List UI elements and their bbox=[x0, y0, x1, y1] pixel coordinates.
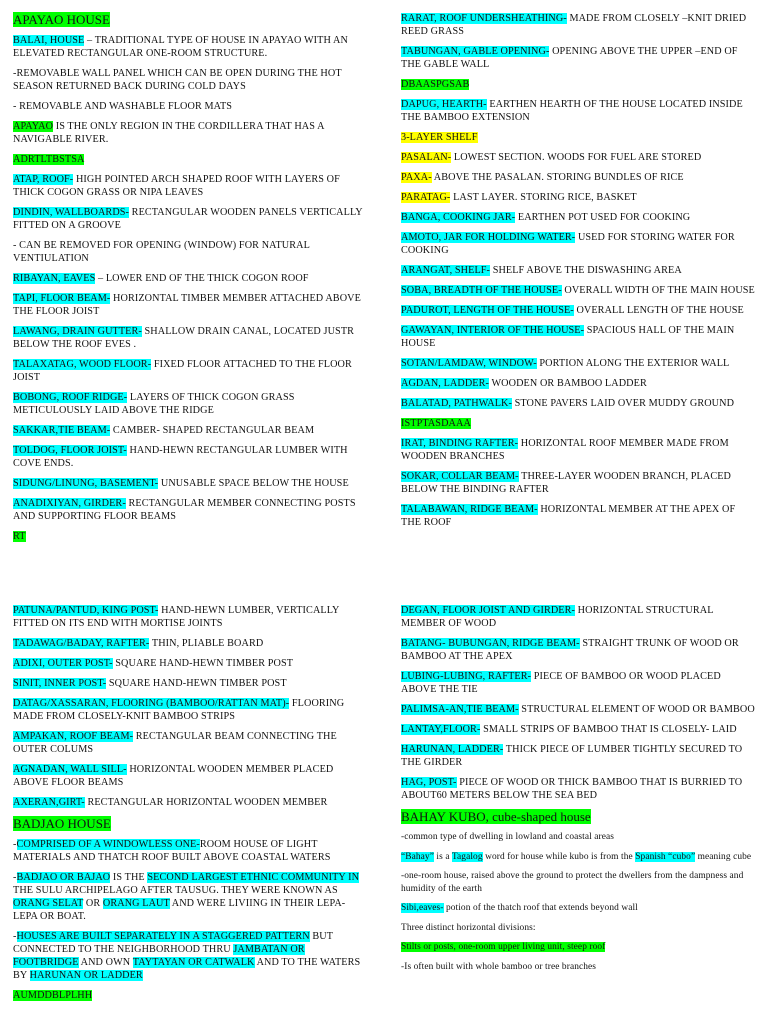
highlighted-term: AGDAN, LADDER- bbox=[401, 378, 489, 389]
text-paragraph bbox=[401, 831, 756, 844]
text-paragraph bbox=[13, 838, 368, 864]
text-segment: ABOVE THE PASALAN. STORING BUNDLES OF RICE bbox=[431, 172, 684, 183]
text-paragraph bbox=[13, 120, 368, 146]
text-segment: OVERALL WIDTH OF THE MAIN HOUSE bbox=[561, 285, 755, 296]
highlighted-term: Stilts or posts, one-room upper living unit, steep roof bbox=[401, 942, 606, 952]
text-paragraph bbox=[401, 743, 756, 769]
highlighted-term: BAHAY KUBO, cube-shaped house bbox=[401, 809, 591, 824]
text-paragraph bbox=[401, 703, 756, 716]
highlighted-term: AXERAN,GIRT- bbox=[13, 797, 85, 808]
text-segment: SHELF ABOVE THE DISWASHING AREA bbox=[490, 265, 682, 276]
highlighted-term: BALATAD, PATHWALK- bbox=[401, 398, 512, 409]
text-paragraph bbox=[13, 796, 368, 809]
highlighted-term: ARANGAT, SHELF- bbox=[401, 265, 491, 276]
highlighted-term: JAMBATAN OR FOOTBRIDGE bbox=[13, 944, 305, 968]
text-segment: – LOWER END OF THE THICK COGON ROOF bbox=[95, 273, 309, 284]
text-segment: HORIZONTAL MEMBER AT THE APEX OF THE ROOF bbox=[401, 504, 736, 528]
highlighted-term: DBAASPGSAB bbox=[401, 79, 470, 90]
text-segment: AND TO THE WATERS BY bbox=[13, 957, 361, 981]
highlighted-term: ADIXI, OUTER POST- bbox=[13, 658, 113, 669]
text-segment: USED FOR STORING WATER FOR COOKING bbox=[401, 232, 735, 256]
text-paragraph bbox=[401, 324, 756, 350]
text-segment: Three distinct horizontal divisions: bbox=[401, 922, 536, 933]
text-paragraph bbox=[401, 604, 756, 630]
text-paragraph bbox=[13, 657, 368, 670]
highlighted-term: SAKKAR,TIE BEAM- bbox=[13, 425, 111, 436]
highlighted-term: TAYTAYAN OR CATWALK bbox=[132, 957, 255, 968]
text-segment: EARTHEN POT USED FOR COOKING bbox=[515, 212, 691, 223]
text-segment: CAMBER- SHAPED RECTANGULAR BEAM bbox=[110, 425, 315, 436]
text-segment: BUT CONNECTED TO THE NEIGHBORHOOD THRU bbox=[13, 931, 333, 955]
text-segment: SMALL STRIPS OF BAMBOO THAT IS CLOSELY- LAID bbox=[480, 724, 737, 735]
highlighted-term: TAPI, FLOOR BEAM- bbox=[13, 293, 111, 304]
highlighted-term: IRAT, BINDING RAFTER- bbox=[401, 438, 519, 449]
text-paragraph bbox=[401, 637, 756, 663]
text-segment: THICK PIECE OF LUMBER TIGHTLY SECURED TO THE GIRDER bbox=[401, 744, 743, 768]
text-segment: HORIZONTAL STRUCTURAL MEMBER OF WOOD bbox=[401, 605, 714, 629]
text-paragraph bbox=[401, 304, 756, 317]
highlighted-term: TABUNGAN, GABLE OPENING- bbox=[401, 46, 550, 57]
section-heading bbox=[401, 809, 756, 825]
text-paragraph bbox=[401, 98, 756, 124]
text-segment: WOODEN OR BAMBOO LADDER bbox=[488, 378, 647, 389]
text-segment: OR bbox=[83, 898, 103, 909]
highlighted-term: APAYAO bbox=[13, 121, 54, 132]
text-segment: word for house while kubo is from the bbox=[482, 851, 636, 862]
text-segment: PORTION ALONG THE EXTERIOR WALL bbox=[536, 358, 730, 369]
text-segment: LAYERS OF THICK COGON GRASS METICULOUSLY LAID ABOVE THE RIDGE bbox=[13, 392, 295, 416]
text-segment: - REMOVABLE AND WASHABLE FLOOR MATS bbox=[13, 101, 233, 112]
text-segment: THIN, PLIABLE BOARD bbox=[149, 638, 264, 649]
text-segment: STONE PAVERS LAID OVER MUDDY GROUND bbox=[511, 398, 735, 409]
highlighted-term: BALAI, HOUSE bbox=[13, 35, 85, 46]
highlighted-term: SOTAN/LAMDAW, WINDOW- bbox=[401, 358, 537, 369]
text-paragraph bbox=[401, 131, 756, 144]
text-paragraph bbox=[401, 417, 756, 430]
text-segment: THE SULU ARCHIPELAGO AFTER TAUSUG. THEY WERE KNOWN AS bbox=[13, 885, 338, 896]
highlighted-term: AMPAKAN, ROOF BEAM- bbox=[13, 731, 134, 742]
text-paragraph bbox=[13, 697, 368, 723]
section-heading bbox=[13, 12, 368, 28]
text-paragraph bbox=[401, 776, 756, 802]
highlighted-term: ADRTLTBSTSA bbox=[13, 154, 85, 165]
text-segment: RECTANGULAR BEAM CONNECTING THE OUTER COLUMS bbox=[13, 731, 337, 755]
text-paragraph bbox=[13, 325, 368, 351]
highlighted-term: ORANG LAUT bbox=[102, 898, 170, 909]
text-paragraph bbox=[401, 437, 756, 463]
text-segment: HORIZONTAL TIMBER MEMBER ATTACHED ABOVE THE FLOOR JOIST bbox=[13, 293, 361, 317]
text-paragraph bbox=[13, 637, 368, 650]
highlighted-term: GAWAYAN, INTERIOR OF THE HOUSE- bbox=[401, 325, 585, 336]
text-segment: OVERALL LENGTH OF THE HOUSE bbox=[573, 305, 744, 316]
text-segment: - CAN BE REMOVED FOR OPENING (WINDOW) FOR NATURAL VENTIULATION bbox=[13, 240, 310, 264]
highlighted-term: ANADIXIYAN, GIRDER- bbox=[13, 498, 126, 509]
highlighted-term: LAWANG, DRAIN GUTTER- bbox=[13, 326, 142, 337]
text-segment: THREE-LAYER WOODEN BRANCH, PLACED BELOW THE BINDING RAFTER bbox=[401, 471, 731, 495]
text-paragraph bbox=[13, 444, 368, 470]
text-segment: SQUARE HAND-HEWN TIMBER POST bbox=[112, 658, 294, 669]
text-segment: HORIZONTAL WOODEN MEMBER PLACED ABOVE FLOOR BEAMS bbox=[13, 764, 334, 788]
text-paragraph bbox=[13, 763, 368, 789]
text-segment: HAND-HEWN LUMBER, VERTICALLY FITTED ON ITS END WITH MORTISE JOINTS bbox=[13, 605, 340, 629]
text-paragraph bbox=[13, 34, 368, 60]
text-paragraph bbox=[401, 45, 756, 71]
text-paragraph bbox=[13, 424, 368, 437]
text-segment: RECTANGULAR MEMBER CONNECTING POSTS AND SUPPORTING FLOOR BEAMS bbox=[13, 498, 356, 522]
highlighted-term: LUBING-LUBING, RAFTER- bbox=[401, 671, 532, 682]
text-segment: HORIZONTAL ROOF MEMBER MADE FROM WOODEN BRANCHES bbox=[401, 438, 729, 462]
text-paragraph bbox=[401, 78, 756, 91]
text-segment: EARTHEN HEARTH OF THE HOUSE LOCATED INSIDE THE BAMBOO EXTENSION bbox=[401, 99, 743, 123]
text-segment: STRUCTURAL ELEMENT OF WOOD OR BAMBOO bbox=[518, 704, 755, 715]
text-paragraph bbox=[401, 377, 756, 390]
text-paragraph bbox=[401, 723, 756, 736]
text-segment: STRAIGHT TRUNK OF WOOD OR BAMBOO AT THE APEX bbox=[401, 638, 739, 662]
highlighted-term: PAXA- bbox=[401, 172, 432, 183]
highlighted-term: “Bahay” bbox=[401, 851, 434, 862]
text-segment: UNUSABLE SPACE BELOW THE HOUSE bbox=[158, 478, 349, 489]
highlighted-term: DINDIN, WALLBOARDS- bbox=[13, 207, 130, 218]
text-paragraph bbox=[401, 902, 756, 915]
text-segment: SPACIOUS HALL OF THE MAIN HOUSE bbox=[401, 325, 735, 349]
highlighted-term: COMPRISED OF A WINDOWLESS ONE- bbox=[16, 839, 200, 850]
text-segment: OPENING ABOVE THE UPPER –END OF THE GABLE WALL bbox=[401, 46, 738, 70]
highlighted-term: BATANG- BUBUNGAN, RIDGE BEAM- bbox=[401, 638, 580, 649]
text-paragraph bbox=[13, 206, 368, 232]
highlighted-term: HARUNAN, LADDER- bbox=[401, 744, 504, 755]
text-paragraph bbox=[13, 239, 368, 265]
text-paragraph bbox=[13, 604, 368, 630]
highlighted-term: PATUNA/PANTUD, KING POST- bbox=[13, 605, 159, 616]
text-paragraph bbox=[13, 530, 368, 543]
column-top-right bbox=[401, 12, 756, 536]
text-paragraph bbox=[401, 151, 756, 164]
text-paragraph bbox=[13, 272, 368, 285]
text-segment: AND WERE LIVIING IN THEIR LEPA-LEPA OR BOAT. bbox=[13, 898, 346, 922]
highlighted-term: BADJAO OR BAJAO bbox=[16, 872, 111, 883]
column-top-left bbox=[13, 12, 368, 550]
text-paragraph bbox=[401, 211, 756, 224]
text-paragraph bbox=[13, 477, 368, 490]
text-paragraph bbox=[13, 391, 368, 417]
highlighted-term: PADUROT, LENGTH OF THE HOUSE- bbox=[401, 305, 574, 316]
text-paragraph bbox=[401, 922, 756, 935]
text-paragraph bbox=[401, 851, 756, 864]
highlighted-term: DATAG/XASSARAN, FLOORING (BAMBOO/RATTAN MAT)- bbox=[13, 698, 290, 709]
text-paragraph bbox=[401, 397, 756, 410]
text-segment: FLOORING MADE FROM CLOSELY-KNIT BAMBOO STRIPS bbox=[13, 698, 345, 722]
text-segment: IS THE bbox=[110, 872, 148, 883]
text-paragraph bbox=[401, 503, 756, 529]
highlighted-term: TOLDOG, FLOOR JOIST- bbox=[13, 445, 127, 456]
highlighted-term: SIDUNG/LINUNG, BASEMENT- bbox=[13, 478, 159, 489]
text-segment: -Is often built with whole bamboo or tree branches bbox=[401, 961, 597, 972]
text-paragraph bbox=[401, 12, 756, 38]
text-segment: RECTANGULAR WOODEN PANELS VERTICALLY FITTED ON A GROOVE bbox=[13, 207, 363, 231]
text-segment: RECTANGULAR HORIZONTAL WOODEN MEMBER bbox=[84, 797, 328, 808]
text-segment: IS THE ONLY REGION IN THE CORDILLERA THAT HAS A NAVIGABLE RIVER. bbox=[13, 121, 324, 145]
text-segment: FIXED FLOOR ATTACHED TO THE FLOOR JOIST bbox=[13, 359, 352, 383]
text-paragraph bbox=[401, 870, 756, 895]
highlighted-term: DEGAN, FLOOR JOIST AND GIRDER- bbox=[401, 605, 576, 616]
highlighted-term: ATAP, ROOF- bbox=[13, 174, 74, 185]
text-paragraph bbox=[401, 941, 756, 954]
text-paragraph bbox=[13, 930, 368, 982]
highlighted-term: AMOTO, JAR FOR HOLDING WATER- bbox=[401, 232, 576, 243]
highlighted-term: TALAXATAG, WOOD FLOOR- bbox=[13, 359, 152, 370]
highlighted-term: AGNADAN, WALL SILL- bbox=[13, 764, 127, 775]
text-segment: LAST LAYER. STORING RICE, BASKET bbox=[450, 192, 637, 203]
text-paragraph bbox=[401, 961, 756, 974]
highlighted-term: TALABAWAN, RIDGE BEAM- bbox=[401, 504, 538, 515]
text-paragraph bbox=[401, 357, 756, 370]
section-heading bbox=[13, 816, 368, 832]
text-paragraph bbox=[13, 871, 368, 923]
text-paragraph bbox=[401, 171, 756, 184]
text-segment: - bbox=[13, 872, 17, 883]
text-segment: meaning cube bbox=[695, 851, 752, 862]
highlighted-term: RARAT, ROOF UNDERSHEATHING- bbox=[401, 13, 567, 24]
text-segment: -REMOVABLE WALL PANEL WHICH CAN BE OPEN DURING THE HOT SEASON RETURNED BACK DURING COLD DAYS bbox=[13, 68, 342, 92]
highlighted-term: SECOND LARGEST ETHNIC COMMUNITY IN bbox=[147, 872, 360, 883]
text-paragraph bbox=[13, 100, 368, 113]
highlighted-term: SOBA, BREADTH OF THE HOUSE- bbox=[401, 285, 562, 296]
text-segment: PIECE OF WOOD OR THICK BAMBOO THAT IS BURRIED TO ABOUT60 METERS BELOW THE SEA BED bbox=[401, 777, 743, 801]
highlighted-term: RIBAYAN, EAVES bbox=[13, 273, 96, 284]
text-paragraph bbox=[401, 284, 756, 297]
highlighted-term: BANGA, COOKING JAR- bbox=[401, 212, 516, 223]
text-segment: HIGH POINTED ARCH SHAPED ROOF WITH LAYERS OF THICK COGON GRASS OR NIPA LEAVES bbox=[13, 174, 340, 198]
text-paragraph bbox=[13, 173, 368, 199]
highlighted-term: 3-LAYER SHELF bbox=[401, 132, 478, 143]
text-segment: HAND-HEWN RECTANGULAR LUMBER WITH COVE ENDS. bbox=[13, 445, 348, 469]
highlighted-term: BADJAO HOUSE bbox=[13, 816, 111, 831]
highlighted-term: HAG, POST- bbox=[401, 777, 457, 788]
text-segment: SQUARE HAND-HEWN TIMBER POST bbox=[106, 678, 287, 689]
highlighted-term: LANTAY,FLOOR- bbox=[401, 724, 481, 735]
text-paragraph bbox=[401, 470, 756, 496]
text-segment: ROOM HOUSE OF LIGHT MATERIALS AND THATCH ROOF BUILT ABOVE COASTAL WATERS bbox=[13, 839, 331, 863]
highlighted-term: Spanish “cubo” bbox=[635, 851, 696, 862]
highlighted-term: AUMDDBLPLHH bbox=[13, 990, 93, 1001]
text-paragraph bbox=[13, 730, 368, 756]
text-segment: MADE FROM CLOSELY –KNIT DRIED REED GRASS bbox=[401, 13, 747, 37]
highlighted-term: APAYAO HOUSE bbox=[13, 12, 110, 27]
highlighted-term: HOUSES ARE BUILT SEPARATELY IN A STAGGERED PATTERN bbox=[16, 931, 310, 942]
text-segment: PIECE OF BAMBOO OR WOOD PLACED ABOVE THE TIE bbox=[401, 671, 721, 695]
text-segment: SHALLOW DRAIN CANAL, LOCATED JUSTR BELOW THE ROOF EVES . bbox=[13, 326, 355, 350]
highlighted-term: DAPUG, HEARTH- bbox=[401, 99, 487, 110]
column-bottom-left bbox=[13, 604, 368, 1009]
highlighted-term: BOBONG, ROOF RIDGE- bbox=[13, 392, 128, 403]
text-paragraph bbox=[401, 191, 756, 204]
text-paragraph bbox=[13, 677, 368, 690]
text-segment: -one-room house, raised above the ground to protect the dwellers from the dampness and humidity of the earth bbox=[401, 871, 744, 894]
highlighted-term: PASALAN- bbox=[401, 152, 452, 163]
highlighted-term: HARUNAN OR LADDER bbox=[29, 970, 143, 981]
text-segment: is a bbox=[433, 851, 452, 862]
highlighted-term: SOKAR, COLLAR BEAM- bbox=[401, 471, 519, 482]
text-segment: - bbox=[13, 839, 17, 850]
highlighted-term: RT bbox=[13, 531, 26, 542]
text-paragraph bbox=[13, 497, 368, 523]
highlighted-term: TADAWAG/BADAY, RAFTER- bbox=[13, 638, 150, 649]
text-paragraph bbox=[13, 67, 368, 93]
text-paragraph bbox=[13, 292, 368, 318]
highlighted-term: ORANG SELAT bbox=[13, 898, 84, 909]
text-paragraph bbox=[401, 670, 756, 696]
text-segment: potion of the thatch roof that extends beyond wall bbox=[443, 903, 638, 913]
column-bottom-right bbox=[401, 604, 756, 980]
text-paragraph bbox=[13, 989, 368, 1002]
text-segment: LOWEST SECTION. WOODS FOR FUEL ARE STORED bbox=[451, 152, 702, 163]
highlighted-term: PARATAG- bbox=[401, 192, 451, 203]
text-paragraph bbox=[401, 231, 756, 257]
text-segment: – TRADITIONAL TYPE OF HOUSE IN APAYAO WITH AN ELEVATED RECTANGULAR ONE-ROOM STRUCTURE. bbox=[13, 35, 348, 59]
highlighted-term: Tagalog bbox=[451, 851, 483, 862]
highlighted-term: Sibi,eaves- bbox=[401, 903, 444, 913]
highlighted-term: ISTPTASDAAA bbox=[401, 418, 471, 429]
highlighted-term: PALIMSA-AN,TIE BEAM- bbox=[401, 704, 519, 715]
text-segment: -common type of dwelling in lowland and coastal areas bbox=[401, 832, 615, 842]
text-paragraph bbox=[13, 358, 368, 384]
text-paragraph bbox=[13, 153, 368, 166]
text-paragraph bbox=[401, 264, 756, 277]
text-segment: AND OWN bbox=[78, 957, 133, 968]
text-segment: - bbox=[13, 931, 17, 942]
highlighted-term: SINIT, INNER POST- bbox=[13, 678, 107, 689]
